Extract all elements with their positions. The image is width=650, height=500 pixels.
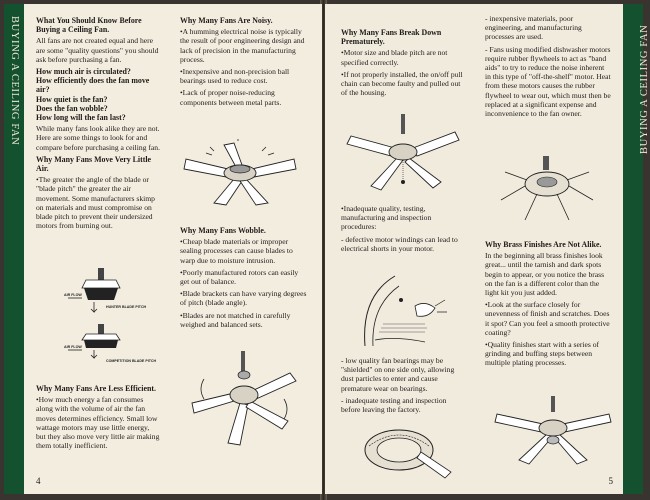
heading-noisy: Why Many Fans Are Noisy.: [180, 16, 273, 25]
right-column-1-bottom: [341, 356, 467, 417]
defect-windings: - defective motor windings can lead to electrical shorts in your motor.: [341, 234, 458, 253]
right-column-1-top: [341, 28, 467, 100]
defect-bearings: - low quality fan bearings may be "shielded" on one side only, allowing dust particles to enter and cause premature wear on bearings.: [341, 356, 455, 393]
right-column-2-top: [485, 14, 611, 121]
heading-less-efficient: Why Many Fans Are Less Efficient.: [36, 384, 156, 393]
left-page: [4, 4, 322, 494]
noise-bullet-2: • Inexpensive and non-precision ball bearings used to reduce cost.: [180, 67, 308, 85]
left-column-2-top: [180, 16, 308, 110]
brass-bullet-2: • Quality finishes start with a series of grinding and buffing steps between multiple plating processes.: [485, 340, 611, 368]
hunter-pitch-label: HUNTER BLADE PITCH: [106, 305, 147, 309]
blade-pitch-diagram: [64, 266, 157, 376]
wobble-bullet-2: • Poorly manufactured rotors can easily get out of balance.: [180, 268, 308, 286]
bearing-illustration: [359, 412, 459, 482]
question-1: How much air is circulated?: [36, 67, 131, 77]
left-column-1-bottom: [36, 384, 160, 453]
defect-dishwasher-motors: - Fans using modified dishwasher motors require rubber flywheels to act as "band aids" to try to reduce the noise inherent in this type of "off-the-shelf" motor. Heat from these motors causes the rubber flywheel to wear out, which must then be replaced at a significant expense and inconvenience to the fan owner.: [485, 44, 611, 119]
right-band-title: BUYING A CEILING FAN: [639, 24, 650, 154]
breakdown-bullet-2: • If not properly installed, the on/off pull chain can become faulty and pulled out of the housing.: [341, 70, 467, 98]
question-2: How efficiently does the fan move air?: [36, 76, 150, 95]
motor-winding-illustration: [355, 266, 451, 356]
wobble-bullet-3: • Blade brackets can have varying degrees of pitch (blade angle).: [180, 289, 308, 307]
right-page: [325, 4, 650, 494]
blade-pitch-paragraph: • The greater the angle of the blade or "blade pitch" the greater the air movement. Some manufacturers skimp on materials and must compromise on blade pitch to prevent their undersized motors from burning out.: [36, 175, 160, 230]
left-band-title: BUYING A CEILING FAN: [9, 16, 20, 146]
noisy-fan-illustration: [180, 139, 300, 209]
left-section-band: [4, 4, 24, 494]
right-section-band: [623, 4, 650, 494]
heading-break-down: Why Many Fans Break Down Prematurely.: [341, 28, 442, 47]
pull-chain-fan-illustration: [341, 114, 465, 194]
brass-bullet-1: • Look at the surface closely for unevenness of finish and scratches. Does it spot? Can you feel a smooth protective coating?: [485, 300, 611, 337]
airflow-label-2: AIR FLOW: [64, 345, 82, 349]
heading-brass-finishes: Why Brass Finishes Are Not Alike.: [485, 240, 602, 249]
competition-pitch-illustration: [68, 324, 120, 358]
page-number-left: 4: [36, 476, 41, 486]
intro-paragraph: All fans are not created equal and here are some "quality questions" you should ask before purchasing a fan.: [36, 36, 159, 64]
compare-paragraph: While many fans look alike they are not. Here are some things to look for and compare before purchasing a ceiling fan.: [36, 124, 160, 152]
wobbling-fan-illustration: [184, 349, 304, 449]
airflow-label-1: AIR FLOW: [64, 293, 82, 297]
question-3: How quiet is the fan?: [36, 94, 108, 104]
left-column-1: [36, 16, 160, 233]
heading-little-air: Why Many Fans Move Very Little Air.: [36, 154, 152, 174]
defect-materials: - inexpensive materials, poor engineering, and manufacturing processes are used.: [485, 14, 582, 42]
flywheel-illustration: [497, 156, 597, 226]
breakdown-bullet-3: • Inadequate quality, testing, manufacturing and inspection procedures:: [341, 204, 467, 232]
defect-testing: - inadequate testing and inspection before leaving the factory.: [341, 395, 447, 415]
noise-bullet-1: • A humming electrical noise is typically the result of poor engineering design and lack of precision in the manufacturing process.: [180, 27, 308, 64]
question-4: Does the fan wobble?: [36, 103, 108, 113]
right-column-1-mid: [341, 204, 467, 256]
heading-wobble: Why Many Fans Wobble.: [180, 226, 266, 235]
wobble-bullet-1: • Cheap blade materials or improper sealing processes can cause blades to warp due to moisture intrusion.: [180, 237, 308, 265]
competition-pitch-label: COMPETITION BLADE PITCH: [106, 359, 157, 363]
wobble-bullet-4: • Blades are not matched in carefully weighed and balanced sets.: [180, 311, 308, 329]
question-5: How long will the fan last?: [36, 113, 126, 123]
brass-fan-illustration: [489, 396, 617, 466]
efficiency-paragraph: • How much energy a fan consumes along with the volume of air the fan moves determines efficiency. Small low wattage motors may use little energy, but they also move very little air making them totally inefficient.: [36, 395, 160, 450]
page-number-right: 5: [608, 476, 613, 486]
brass-paragraph: In the beginning all brass finishes look great... until the tarnish and dark spots begin to appear, or you notice the brass on the fan is a different color than the light kit you just added.: [485, 251, 605, 298]
left-column-2-bottom: [180, 226, 308, 332]
breakdown-bullet-1: • Motor size and blade pitch are not specified correctly.: [341, 48, 467, 66]
heading-know-before-buying: What You Should Know Before Buying a Ceiling Fan.: [36, 16, 142, 35]
right-column-2-bottom: [485, 240, 611, 371]
noise-bullet-3: • Lack of proper noise-reducing components between metal parts.: [180, 88, 308, 106]
